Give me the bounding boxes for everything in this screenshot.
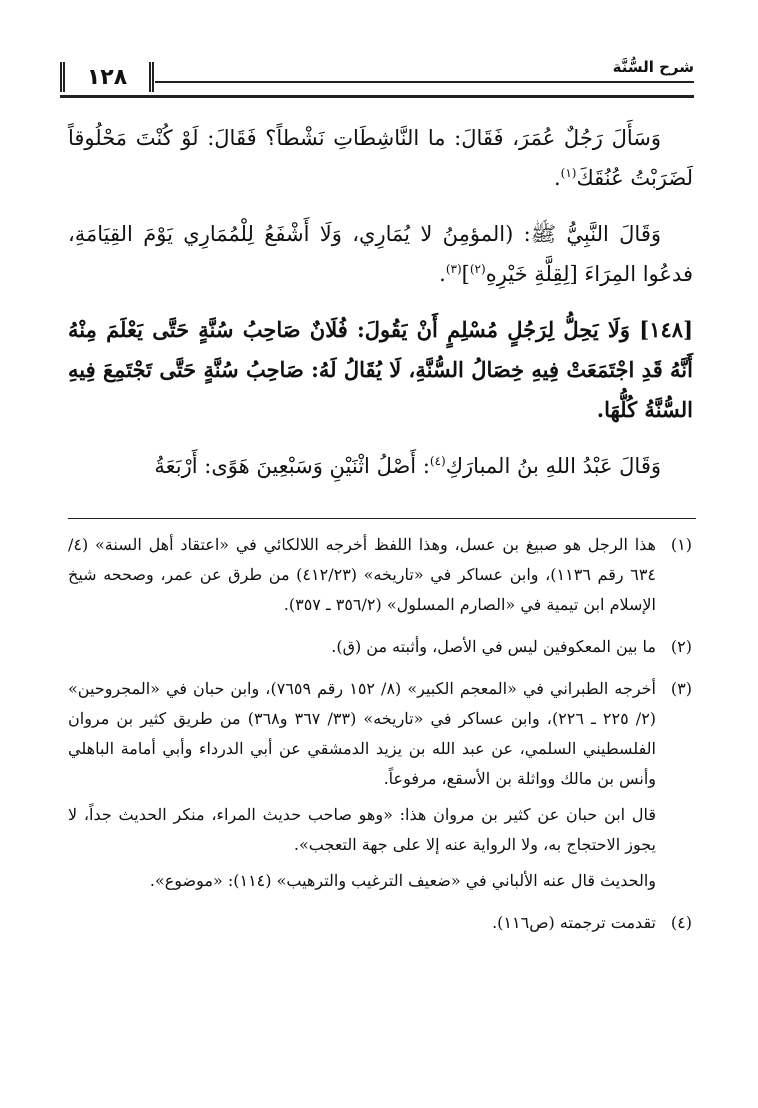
header-rule-bottom <box>60 95 694 98</box>
footnote-1 <box>68 530 692 626</box>
footnote-ref-2[interactable]: (٢) <box>469 262 486 276</box>
footnote-3 <box>68 674 692 902</box>
footnotes <box>68 530 692 950</box>
running-title: شرح السُّنَّة <box>612 58 694 76</box>
footnote-4 <box>68 908 692 944</box>
page-header <box>60 56 694 96</box>
footnote-2 <box>68 632 692 668</box>
footnote-text: أخرجه الطبراني في «المعجم الكبير» (٨/ ١٥٢ رقم ٧٦٥٩)، وابن حبان في «المجروحين» (٢/ ٢٢٥ ـ ٢٢٦)، وابن عساكر في «تاريخه» (٣٣/ ٣٦٧ و٣٦٨) من طريق كثير بن مروان الفلسطيني السلمي، عن عبد الله بن يزيد الدمشقي عن أبي الدرداء وأبي أمامة الباهلي وأنس بن مالك وواثلة بن الأسقع، مرفوعاً. <box>68 679 657 788</box>
footnote-body <box>68 530 656 626</box>
header-rule <box>155 81 694 83</box>
paragraph-hadith <box>68 214 693 294</box>
bracket-close: ] <box>461 262 470 286</box>
paragraph-end: . <box>439 262 446 286</box>
footnote-text: قال ابن حبان عن كثير بن مروان هذا: «وهو صاحب حديث المراء، منكر الحديث جداً، لا يجوز الاحتجاج به، ولا الرواية عنه إلا على جهة التعجب». <box>68 805 656 854</box>
footnote-text: هذا الرجل هو صبيغ بن عسل، وهذا اللفظ أخرجه اللالكائي في «اعتقاد أهل السنة» (٤/ ٦٣٤ رقم ١١٣٦)، وابن عساكر في «تاريخه» (٤١٢/٢٣) من طرق عن عمر، وصححه شيخ الإسلام ابن تيمية في «الصارم المسلول» (٣٥٦/٢ ـ ٣٥٧). <box>68 535 657 614</box>
footnote-ref-1[interactable]: (١) <box>560 166 577 180</box>
footnote-number: (١) <box>670 535 692 554</box>
footnote-body <box>68 632 656 668</box>
footnote-number: (٣) <box>670 679 692 698</box>
footnote-body <box>68 908 656 944</box>
footnote-ref-4[interactable]: (٤) <box>429 454 446 468</box>
footnote-text: والحديث قال عنه الألباني في «ضعيف الترغيب والترهيب» (١١٤): «موضوع». <box>149 871 656 890</box>
paragraph-text: وَسَأَلَ رَجُلٌ عُمَرَ، فَقَالَ: ما النَّاشِطَاتِ نَشْطاً؟ فَقَالَ: لَوْ كُنْتَ مَحْلُوقاً لَضَرَبْتُ عُنُقَكَ <box>68 126 693 190</box>
paragraph-text: وَقَالَ عَبْدُ اللهِ بنُ المبارَكِ <box>445 454 661 478</box>
footnote-ref-3[interactable]: (٣) <box>445 262 462 276</box>
page-number: ١٢٨ <box>60 62 154 92</box>
main-text <box>68 118 693 502</box>
footnote-number: (٢) <box>670 637 692 656</box>
footnote-text: ما بين المعكوفين ليس في الأصل، وأثبته من (ق). <box>331 637 656 656</box>
paragraph-umar <box>68 118 693 198</box>
numbered-item-148: [١٤٨] وَلَا يَحِلُّ لِرَجُلٍ مُسْلِمٍ أَنْ يَقُولَ: فُلَانٌ صَاحِبُ سُنَّةٍ حَتَّى يَعْلَمَ مِنْهُ أَنَّهُ قَدِ اجْتَمَعَتْ فِيهِ خِصَالُ السُّنَّةِ، لَا يُقَالُ لَهُ: صَاحِبُ سُنَّةٍ حَتَّى تَجْتَمِعَ فِيهِ السُّنَّةُ كُلُّهَا. <box>68 317 693 422</box>
paragraph-end: . <box>553 166 561 190</box>
footnote-separator <box>68 518 696 519</box>
footnote-text: تقدمت ترجمته (ص١١٦). <box>492 913 656 932</box>
footnote-body <box>68 674 656 902</box>
paragraph-text-cont: : أَصْلُ اثْنَيْنِ وَسَبْعِينَ هَوًى: أَرْبَعَةُ <box>154 454 430 478</box>
footnote-number: (٤) <box>670 913 692 932</box>
paragraph-text: وَقَالَ النَّبِيُّ ﷺ: (المؤمِنُ لا يُمَارِي، وَلَا أَشْفَعُ لِلْمُمَارِي يَوْمَ القِيَامَةِ، فدعُوا المِرَاءَ [لِقِلَّةِ خَيْرِهِ <box>68 222 693 286</box>
paragraph-ibn-mubarak <box>68 446 693 486</box>
